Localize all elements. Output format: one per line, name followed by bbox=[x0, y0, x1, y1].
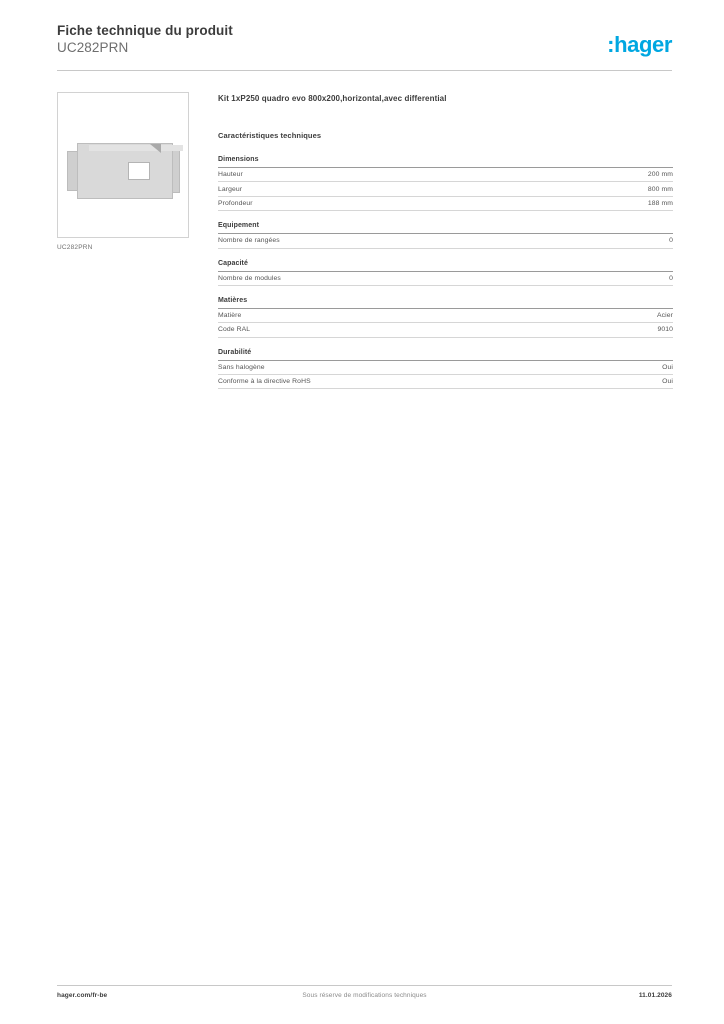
product-details bbox=[218, 94, 673, 400]
spec-value: 0 bbox=[669, 237, 673, 245]
spec-value: 0 bbox=[669, 274, 673, 282]
footer-divider bbox=[57, 985, 672, 986]
spec-group-durabilite bbox=[218, 349, 673, 390]
spec-label: Conforme à la directive RoHS bbox=[218, 378, 311, 386]
page-footer bbox=[57, 992, 672, 1004]
spec-row bbox=[218, 272, 673, 286]
spec-value: Oui bbox=[662, 363, 673, 371]
spec-row bbox=[218, 309, 673, 323]
spec-group-dimensions bbox=[218, 156, 673, 211]
spec-label: Nombre de rangées bbox=[218, 237, 280, 245]
header-divider bbox=[57, 70, 672, 71]
spec-group-title: Capacité bbox=[218, 260, 673, 272]
footer-date: 11.01.2026 bbox=[638, 992, 672, 999]
spec-value: 9010 bbox=[657, 326, 673, 334]
spec-group-title: Matières bbox=[218, 297, 673, 309]
product-illustration bbox=[67, 143, 181, 205]
page-header bbox=[57, 22, 672, 68]
spec-row bbox=[218, 323, 673, 337]
spec-row bbox=[218, 168, 673, 182]
product-cutout bbox=[128, 162, 150, 180]
footer-disclaimer: Sous réserve de modifications techniques bbox=[302, 992, 427, 999]
product-image bbox=[57, 92, 189, 238]
product-reference: UC282PRN bbox=[57, 40, 129, 55]
spec-label: Matière bbox=[218, 312, 242, 320]
spec-value: Acier bbox=[657, 312, 673, 320]
page-title: Fiche technique du produit bbox=[57, 23, 233, 38]
spec-label: Sans halogène bbox=[218, 363, 265, 371]
product-image-caption: UC282PRN bbox=[57, 244, 93, 251]
spec-label: Code RAL bbox=[218, 326, 251, 334]
section-heading-technical: Caractéristiques techniques bbox=[218, 131, 322, 140]
spec-row bbox=[218, 361, 673, 375]
spec-group-capacite bbox=[218, 260, 673, 286]
spec-group-title: Durabilité bbox=[218, 349, 673, 361]
footer-website-link[interactable]: hager.com/fr-be bbox=[57, 992, 108, 999]
spec-value: 188 mm bbox=[647, 199, 673, 207]
spec-label: Nombre de modules bbox=[218, 274, 281, 282]
spec-group-title: Equipement bbox=[218, 222, 673, 234]
spec-label: Largeur bbox=[218, 185, 243, 193]
spec-group-title: Dimensions bbox=[218, 156, 673, 168]
hager-logo: :hager bbox=[607, 32, 672, 57]
spec-group-matieres bbox=[218, 297, 673, 338]
spec-group-equipement bbox=[218, 222, 673, 248]
spec-value: Oui bbox=[662, 378, 673, 386]
spec-row bbox=[218, 234, 673, 248]
spec-row bbox=[218, 197, 673, 211]
product-description: Kit 1xP250 quadro evo 800x200,horizontal,avec differential bbox=[218, 94, 447, 103]
product-top-shade bbox=[89, 145, 183, 151]
spec-value: 800 mm bbox=[647, 185, 673, 193]
spec-label: Profondeur bbox=[218, 199, 253, 207]
product-corner-fold bbox=[150, 144, 161, 153]
spec-row bbox=[218, 375, 673, 389]
spec-value: 200 mm bbox=[647, 171, 673, 179]
spec-label: Hauteur bbox=[218, 171, 243, 179]
spec-row bbox=[218, 182, 673, 196]
